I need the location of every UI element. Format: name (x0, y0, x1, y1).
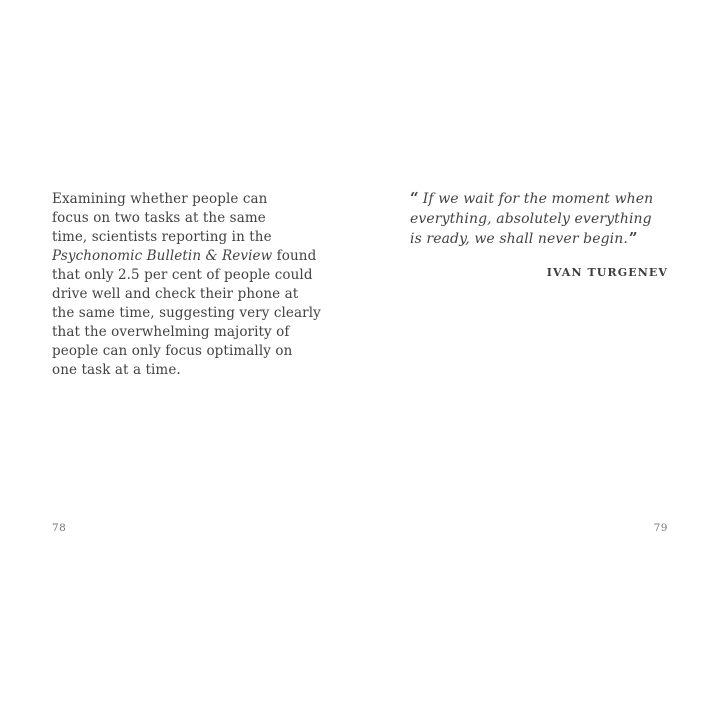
paragraph-line (52, 247, 322, 266)
paragraph-line-text: the same time, suggesting very clearly (52, 305, 321, 321)
quote-line-text: If we wait for the moment when (422, 191, 654, 207)
paragraph-line-text: drive well and check their phone at (52, 286, 299, 302)
paragraph-line (52, 304, 322, 323)
paragraph-line (52, 190, 322, 209)
paragraph-line-text: one task at a time. (52, 362, 181, 378)
pull-quote (410, 189, 668, 282)
page-number-right: 79 (653, 522, 668, 534)
paragraph-line-text: people can only focus optimally on (52, 343, 293, 359)
paragraph-line-text: Examining whether people can (52, 191, 268, 207)
paragraph-line-text: found (272, 248, 317, 264)
left-page-paragraph (52, 190, 322, 380)
quote-line (410, 189, 668, 210)
paragraph-line-text: focus on two tasks at the same (52, 210, 266, 226)
paragraph-line (52, 361, 322, 380)
quote-line-text: everything, absolutely everything (410, 210, 652, 227)
paragraph-line (52, 342, 322, 361)
quote-line (410, 210, 668, 230)
quote-close-mark: ” (628, 229, 638, 247)
paragraph-line (52, 209, 322, 228)
paragraph-line-text: time, scientists reporting in the (52, 229, 272, 245)
page-number-left: 78 (52, 522, 67, 534)
paragraph-line (52, 285, 322, 304)
journal-title: Psychonomic Bulletin & Review (52, 248, 273, 264)
paragraph-line (52, 266, 322, 285)
quote-line (410, 229, 668, 250)
paragraph-line (52, 323, 322, 342)
quote-line-text: is ready, we shall never begin. (410, 231, 628, 247)
paragraph-line-text: that the overwhelming majority of (52, 324, 290, 340)
paragraph-line (52, 228, 322, 247)
paragraph-line-text: that only 2.5 per cent of people could (52, 267, 313, 283)
quote-open-mark: “ (410, 189, 419, 207)
quote-attribution: IVAN TURGENEV (546, 265, 668, 279)
